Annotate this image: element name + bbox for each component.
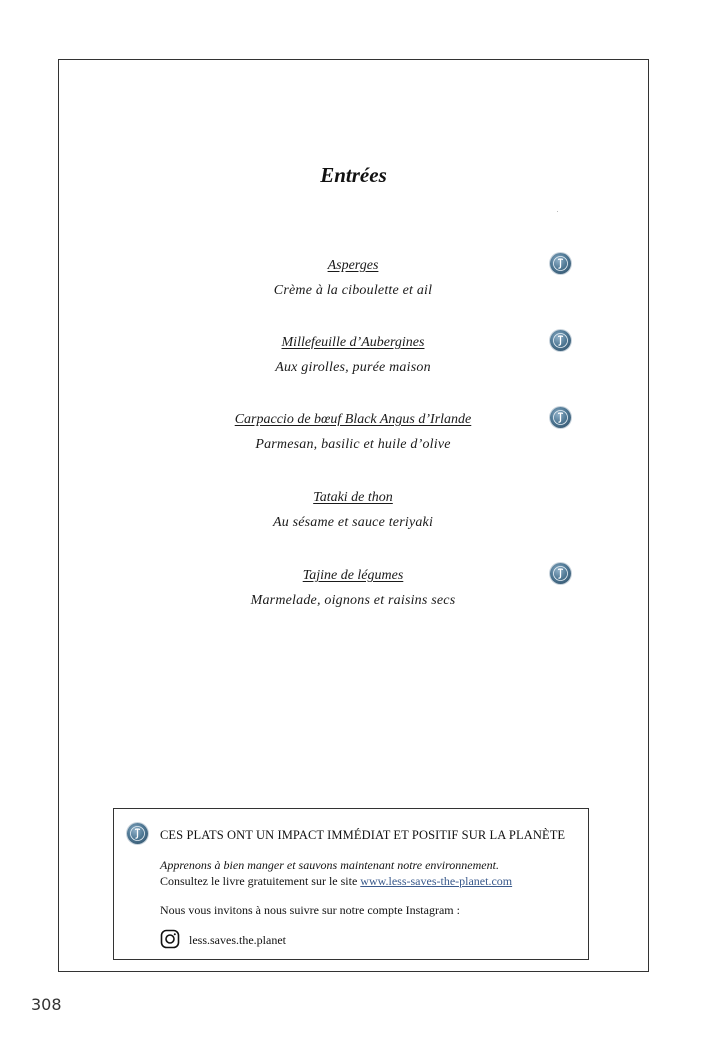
dish-description: Marmelade, oignons et raisins secs <box>250 593 456 608</box>
dish-item <box>59 258 650 318</box>
planet-badge-icon <box>550 253 571 274</box>
notice-consult-text: Consultez le livre gratuitement sur le site <box>160 874 361 888</box>
impact-notice-box <box>113 808 589 960</box>
dish-name: Tataki de thon <box>313 490 393 505</box>
dish-item <box>59 568 650 628</box>
dish-description: Parmesan, basilic et huile d’olive <box>255 437 451 452</box>
notice-tagline: Apprenons à bien manger et sauvons maintenant notre environnement. <box>160 858 499 872</box>
dish-name: Carpaccio de bœuf Black Angus d’Irlande <box>234 412 472 427</box>
planet-badge-icon <box>550 563 571 584</box>
website-link[interactable]: www.less-saves-the-planet.com <box>360 874 513 888</box>
dish-description: Aux girolles, purée maison <box>275 360 431 375</box>
dish-item <box>59 412 650 472</box>
dish-name: Tajine de légumes <box>302 568 404 583</box>
dish-item <box>59 335 650 395</box>
decorative-speck <box>557 211 558 212</box>
dish-description: Au sésame et sauce teriyaki <box>272 515 434 530</box>
notice-consult-line <box>160 874 512 889</box>
planet-badge-icon <box>550 330 571 351</box>
section-title: Entrées <box>320 163 387 187</box>
instagram-icon[interactable] <box>160 929 180 949</box>
notice-headline: CES PLATS ONT UN IMPACT IMMÉDIAT ET POSITIF SUR LA PLANÈTE <box>160 828 566 842</box>
dish-item <box>59 490 650 550</box>
dish-name: Asperges <box>327 258 379 273</box>
dish-name: Millefeuille d’Aubergines <box>281 335 425 350</box>
menu-page-frame <box>58 59 649 972</box>
instagram-invite: Nous vous invitons à nous suivre sur notre compte Instagram : <box>160 903 460 917</box>
planet-badge-icon <box>550 407 571 428</box>
instagram-handle[interactable]: less.saves.the.planet <box>189 933 286 947</box>
page-number: 308 <box>31 995 62 1014</box>
dish-description: Crème à la ciboulette et ail <box>273 283 433 298</box>
planet-badge-icon <box>127 823 148 844</box>
